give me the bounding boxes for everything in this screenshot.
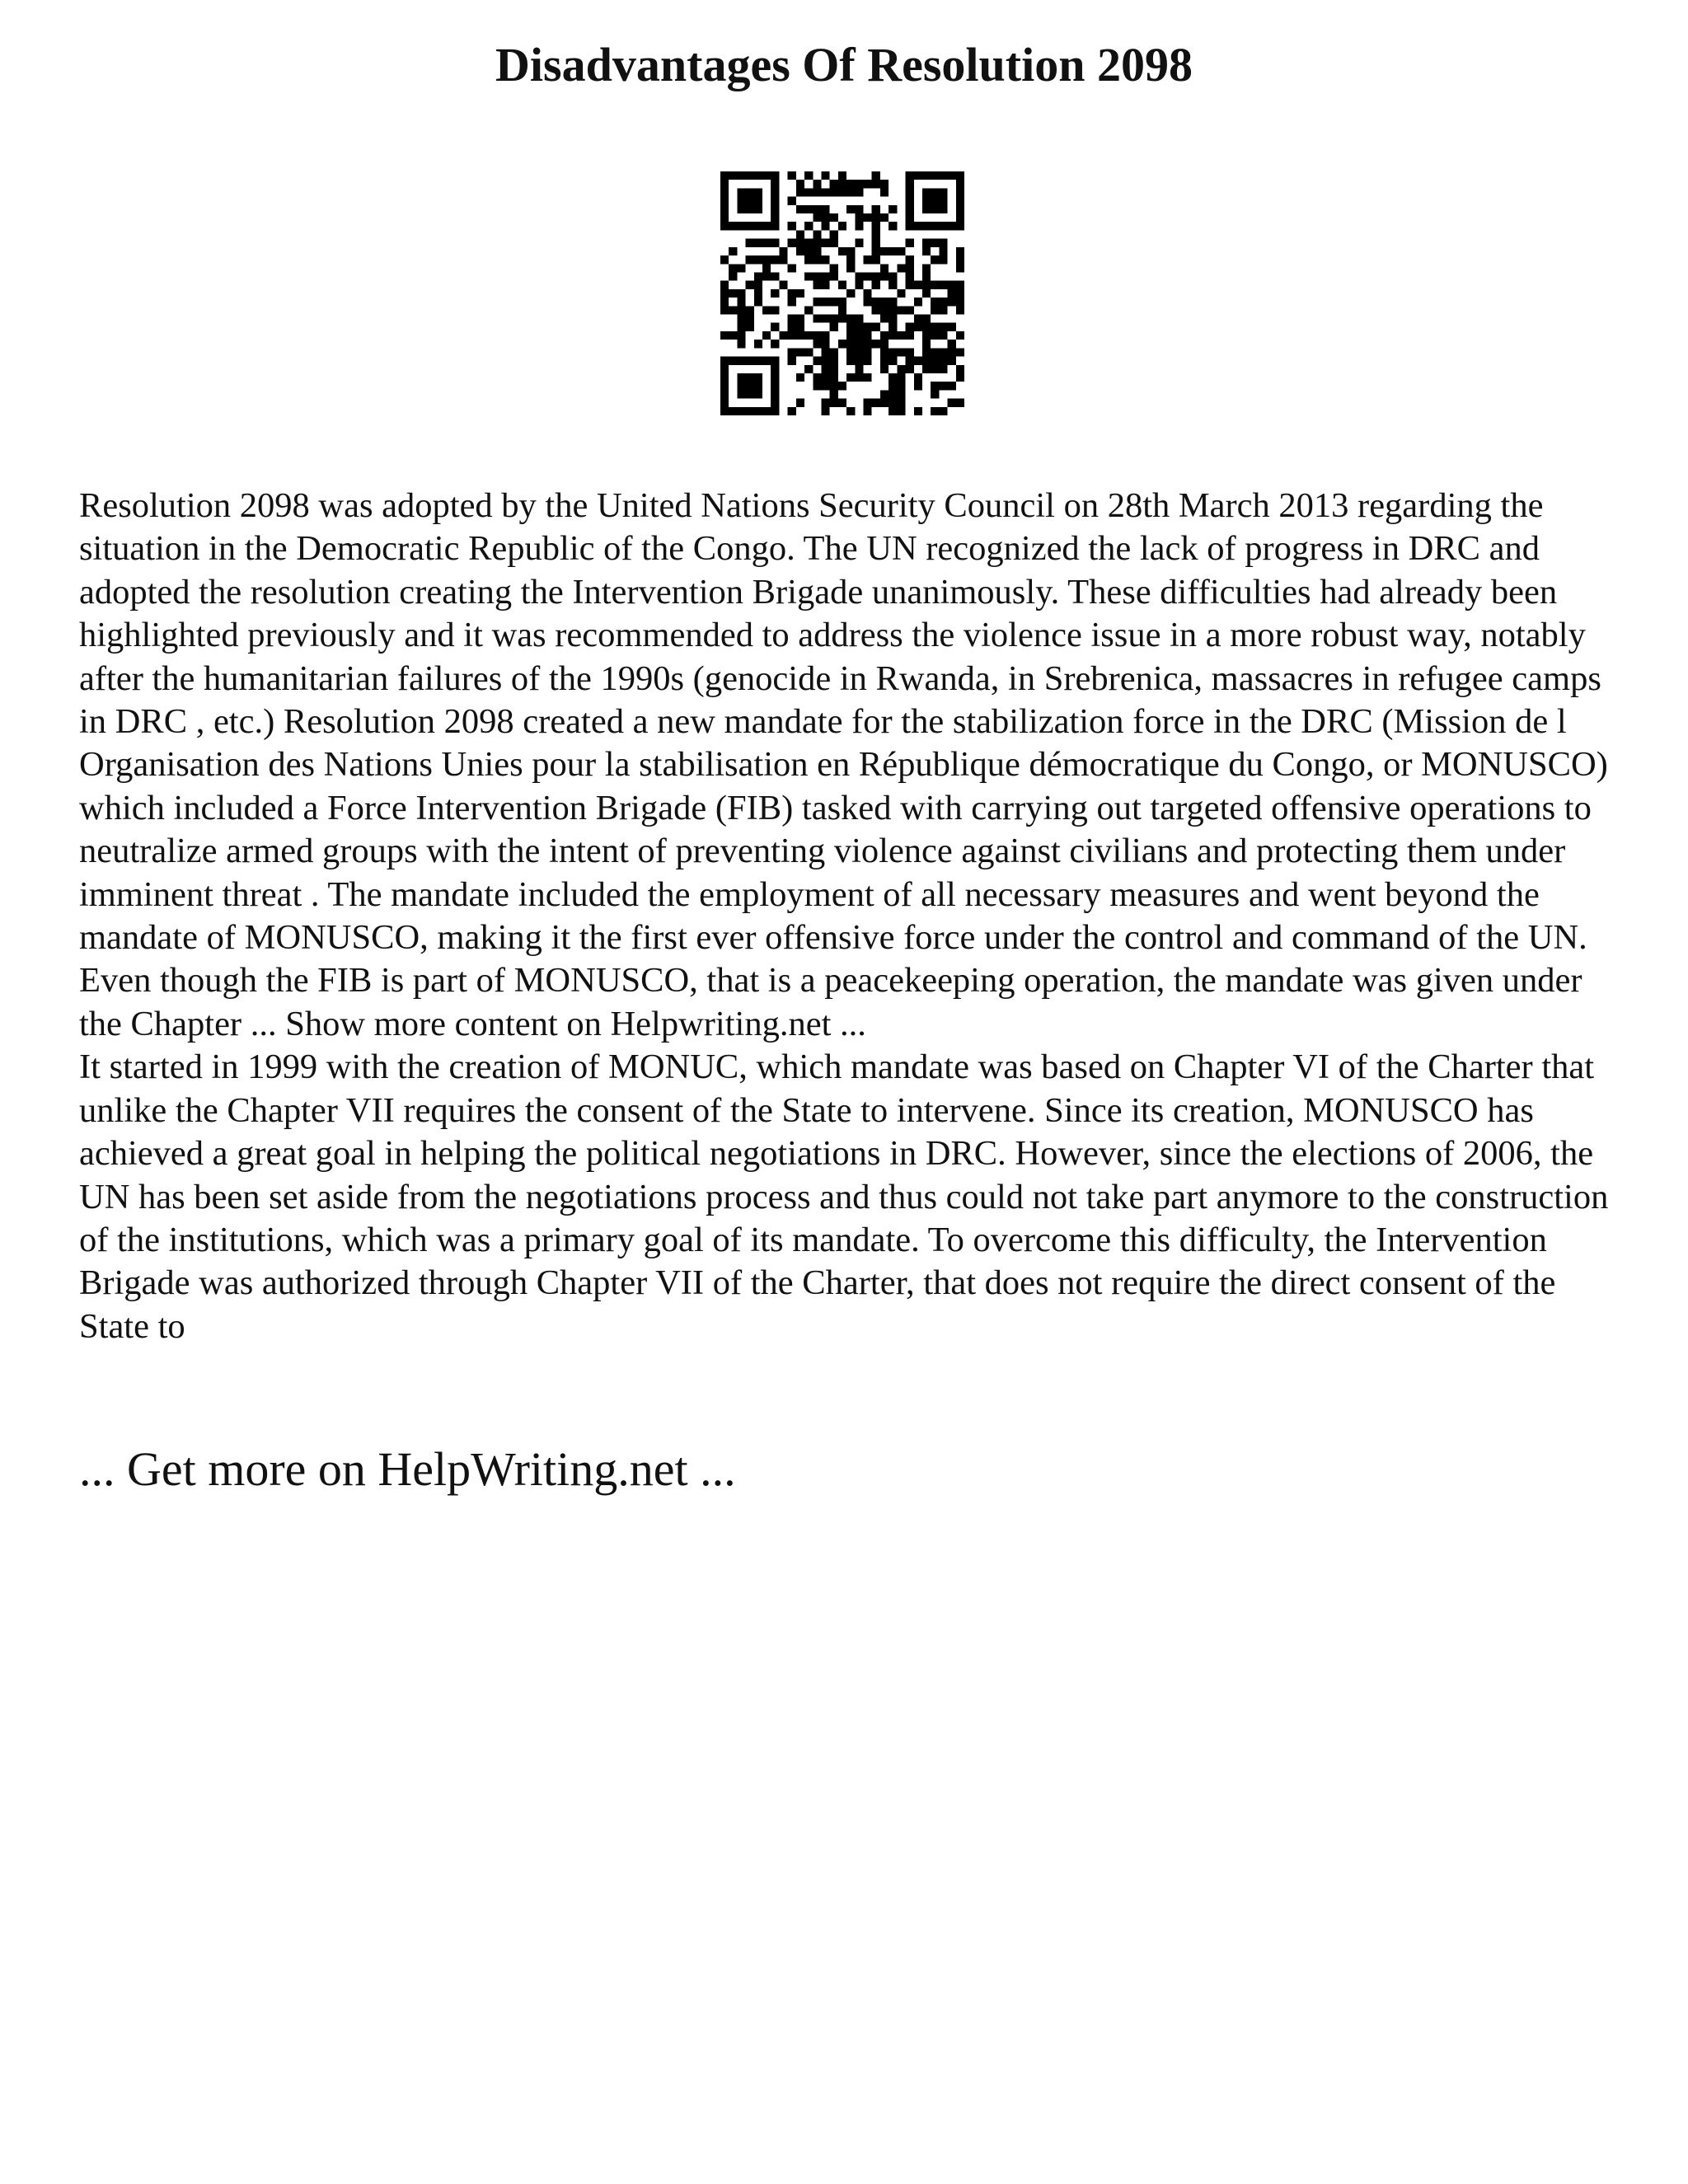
qr-code-icon bbox=[720, 171, 964, 415]
get-more-link[interactable]: ... Get more on HelpWriting.net ... bbox=[79, 1442, 736, 1496]
page-title: Disadvantages Of Resolution 2098 bbox=[495, 38, 1193, 91]
article-paragraph: It started in 1999 with the creation of MONUC, which mandate was based on Chapter VI of the Charter that unlike the Chapter VII requires the consent of the State to intervene. Since its creation, MONUSCO has achieved a great goal in helping the political negotiations in DRC. However, since the elections of 2006, the UN has been set aside from the negotiations process and thus could not take part anymore to the construction of the institutions, which was a primary goal of its mandate. To overcome this difficulty, the Intervention Brigade was authorized through Chapter VII of the Charter, that does not require the direct consent of the State to bbox=[79, 1047, 1609, 1346]
article-paragraph: Resolution 2098 was adopted by the United Nations Security Council on 28th March 2013 regarding the situation in the Democratic Republic of the Congo. The UN recognized the lack of progress in DRC and adopted the resolution creating the Intervention Brigade unanimously. These difficulties had already been highlighted previously and it was recommended to address the violence issue in a more robust way, notably after the humanitarian failures of the 1990s (genocide in Rwanda, in Srebrenica, massacres in refugee camps in DRC , etc.) Resolution 2098 created a new mandate for the stabilization force in the DRC (Mission de l Organisation des Nations Unies pour la stabilisation en République démocratique du Congo, or MONUSCO) which included a Force Intervention Brigade (FIB) tasked with carrying out targeted offensive operations to neutralize armed groups with the intent of preventing violence against civilians and protecting them under imminent threat . The mandate included the employment of all necessary measures and went beyond the mandate of MONUSCO, making it the first ever offensive force under the control and command of the UN. Even though the FIB is part of MONUSCO, that is a peacekeeping operation, the mandate was given under the Chapter ... Show more content on Helpwriting.net ... bbox=[79, 486, 1608, 1043]
article-body bbox=[79, 485, 1620, 1348]
